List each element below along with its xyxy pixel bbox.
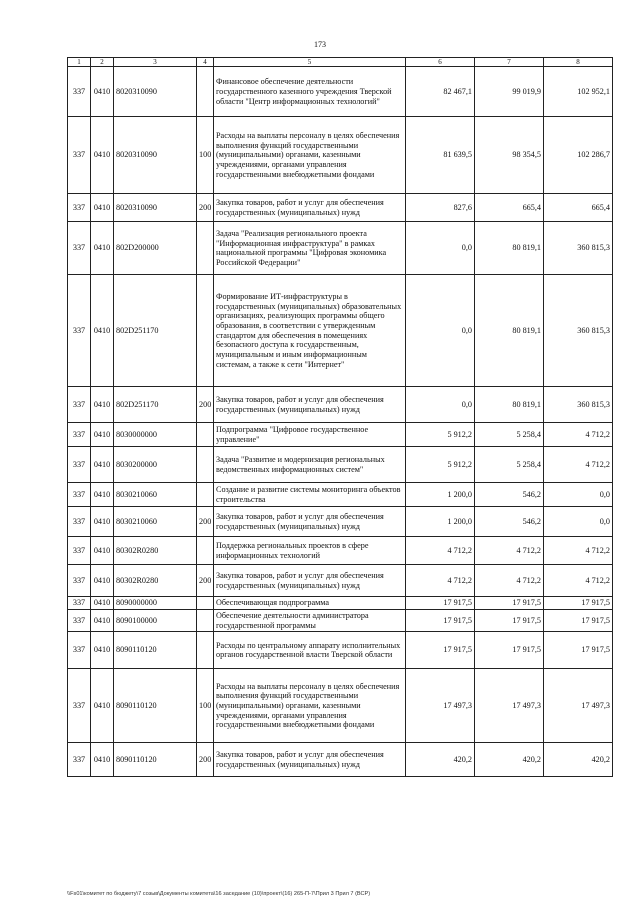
- code-admin-cell: 337: [68, 423, 91, 447]
- amount-year1-cell: 1 200,0: [406, 507, 475, 537]
- description-cell: Закупка товаров, работ и услуг для обеспечения государственных (муниципальных) нужд: [214, 743, 406, 777]
- expense-type-cell: [197, 597, 214, 610]
- description-cell: Обеспечивающая подпрограмма: [214, 597, 406, 610]
- expense-type-cell: [197, 609, 214, 631]
- section-cell: 0410: [91, 537, 114, 565]
- description-cell: Обеспечение деятельности администратора государственной программы: [214, 609, 406, 631]
- file-path-footer: \\Fs01\комитет по бюджету\7 созыв\Документы комитета\16 заседание (10)\проект\(16) 265-П-7\Прил 3 Прил 7 (ВСР): [67, 891, 371, 897]
- expense-type-cell: [197, 483, 214, 507]
- section-cell: 0410: [91, 507, 114, 537]
- section-cell: 0410: [91, 275, 114, 387]
- amount-year3-cell: 360 815,3: [544, 275, 613, 387]
- amount-year3-cell: 17 917,5: [544, 609, 613, 631]
- expense-type-cell: [197, 222, 214, 275]
- expense-type-cell: [197, 632, 214, 669]
- amount-year2-cell: 546,2: [475, 507, 544, 537]
- description-cell: Поддержка региональных проектов в сфере информационных технологий: [214, 537, 406, 565]
- target-article-cell: 8030210060: [114, 507, 197, 537]
- table-row: [68, 597, 613, 610]
- expense-type-cell: 200: [197, 743, 214, 777]
- amount-year2-cell: 80 819,1: [475, 275, 544, 387]
- description-cell: Расходы на выплаты персоналу в целях обеспечения выполнения функций государственными (муниципальными) органами, казенными учреждениями, органами управления государственными внебюджетными фондами: [214, 669, 406, 743]
- header-cell: 4: [197, 58, 214, 67]
- amount-year3-cell: 360 815,3: [544, 387, 613, 423]
- target-article-cell: 8020310090: [114, 117, 197, 194]
- table-row: [68, 222, 613, 275]
- code-admin-cell: 337: [68, 483, 91, 507]
- expense-type-cell: [197, 537, 214, 565]
- expense-type-cell: 200: [197, 387, 214, 423]
- amount-year3-cell: 4 712,2: [544, 447, 613, 483]
- section-cell: 0410: [91, 222, 114, 275]
- amount-year2-cell: 99 019,9: [475, 67, 544, 117]
- amount-year1-cell: 81 639,5: [406, 117, 475, 194]
- expense-type-cell: 100: [197, 117, 214, 194]
- amount-year2-cell: 17 917,5: [475, 632, 544, 669]
- code-admin-cell: 337: [68, 275, 91, 387]
- header-cell: 7: [475, 58, 544, 67]
- description-cell: Закупка товаров, работ и услуг для обеспечения государственных (муниципальных) нужд: [214, 507, 406, 537]
- section-cell: 0410: [91, 447, 114, 483]
- description-cell: Закупка товаров, работ и услуг для обеспечения государственных (муниципальных) нужд: [214, 194, 406, 222]
- description-cell: Задача "Развитие и модернизация региональных ведомственных информационных систем": [214, 447, 406, 483]
- section-cell: 0410: [91, 669, 114, 743]
- table-row: [68, 194, 613, 222]
- amount-year3-cell: 17 497,3: [544, 669, 613, 743]
- amount-year2-cell: 5 258,4: [475, 423, 544, 447]
- header-cell: 5: [214, 58, 406, 67]
- amount-year3-cell: 665,4: [544, 194, 613, 222]
- amount-year1-cell: 4 712,2: [406, 565, 475, 597]
- header-cell: 6: [406, 58, 475, 67]
- section-cell: 0410: [91, 117, 114, 194]
- target-article-cell: 8090100000: [114, 609, 197, 631]
- target-article-cell: 8030000000: [114, 423, 197, 447]
- amount-year1-cell: 17 917,5: [406, 597, 475, 610]
- table-row: [68, 743, 613, 777]
- code-admin-cell: 337: [68, 565, 91, 597]
- table-row: [68, 669, 613, 743]
- page-number: 173: [314, 40, 326, 49]
- target-article-cell: 8030210060: [114, 483, 197, 507]
- code-admin-cell: 337: [68, 67, 91, 117]
- header-cell: 8: [544, 58, 613, 67]
- amount-year1-cell: 82 467,1: [406, 67, 475, 117]
- code-admin-cell: 337: [68, 194, 91, 222]
- amount-year3-cell: 17 917,5: [544, 632, 613, 669]
- amount-year1-cell: 0,0: [406, 275, 475, 387]
- description-cell: Расходы по центральному аппарату исполнительных органов государственной власти Тверской области: [214, 632, 406, 669]
- amount-year1-cell: 1 200,0: [406, 483, 475, 507]
- amount-year2-cell: 17 497,3: [475, 669, 544, 743]
- target-article-cell: 8030200000: [114, 447, 197, 483]
- header-row: [68, 58, 613, 67]
- section-cell: 0410: [91, 632, 114, 669]
- target-article-cell: 8090110120: [114, 669, 197, 743]
- code-admin-cell: 337: [68, 597, 91, 610]
- table-row: [68, 507, 613, 537]
- amount-year1-cell: 827,6: [406, 194, 475, 222]
- table-row: [68, 483, 613, 507]
- amount-year2-cell: 4 712,2: [475, 565, 544, 597]
- table-row: [68, 609, 613, 631]
- section-cell: 0410: [91, 483, 114, 507]
- expense-type-cell: [197, 67, 214, 117]
- amount-year1-cell: 17 917,5: [406, 632, 475, 669]
- target-article-cell: 80302R0280: [114, 565, 197, 597]
- code-admin-cell: 337: [68, 447, 91, 483]
- amount-year3-cell: 4 712,2: [544, 537, 613, 565]
- expense-type-cell: 200: [197, 507, 214, 537]
- code-admin-cell: 337: [68, 609, 91, 631]
- table-row: [68, 565, 613, 597]
- table-row: [68, 537, 613, 565]
- description-cell: Создание и развитие системы мониторинга объектов строительства: [214, 483, 406, 507]
- amount-year2-cell: 80 819,1: [475, 387, 544, 423]
- amount-year1-cell: 5 912,2: [406, 423, 475, 447]
- expense-type-cell: [197, 275, 214, 387]
- amount-year1-cell: 5 912,2: [406, 447, 475, 483]
- amount-year3-cell: 360 815,3: [544, 222, 613, 275]
- code-admin-cell: 337: [68, 387, 91, 423]
- amount-year2-cell: 420,2: [475, 743, 544, 777]
- description-cell: Подпрограмма "Цифровое государственное управление": [214, 423, 406, 447]
- description-cell: Формирование ИТ-инфраструктуры в государственных (муниципальных) образовательных организациях, реализующих программы общего образования, в соответствии с утвержденным стандартом для обеспечения в помещениях безопасного доступа к государственным, муниципальным и иным информационным системам, а также к сети "Интернет": [214, 275, 406, 387]
- header-cell: 2: [91, 58, 114, 67]
- section-cell: 0410: [91, 597, 114, 610]
- amount-year2-cell: 5 258,4: [475, 447, 544, 483]
- amount-year3-cell: 17 917,5: [544, 597, 613, 610]
- amount-year3-cell: 102 952,1: [544, 67, 613, 117]
- section-cell: 0410: [91, 194, 114, 222]
- section-cell: 0410: [91, 609, 114, 631]
- description-cell: Задача "Реализация регионального проекта "Информационная инфраструктура" в рамках национальной программы "Цифровая экономика Российской Федерации": [214, 222, 406, 275]
- target-article-cell: 8020310090: [114, 67, 197, 117]
- budget-table: [67, 57, 613, 777]
- amount-year1-cell: 17 917,5: [406, 609, 475, 631]
- code-admin-cell: 337: [68, 632, 91, 669]
- amount-year2-cell: 17 917,5: [475, 609, 544, 631]
- section-cell: 0410: [91, 565, 114, 597]
- amount-year1-cell: 4 712,2: [406, 537, 475, 565]
- amount-year3-cell: 420,2: [544, 743, 613, 777]
- target-article-cell: 80302R0280: [114, 537, 197, 565]
- table-row: [68, 67, 613, 117]
- target-article-cell: 802D200000: [114, 222, 197, 275]
- target-article-cell: 8090000000: [114, 597, 197, 610]
- amount-year2-cell: 17 917,5: [475, 597, 544, 610]
- amount-year1-cell: 17 497,3: [406, 669, 475, 743]
- target-article-cell: 8090110120: [114, 743, 197, 777]
- amount-year2-cell: 80 819,1: [475, 222, 544, 275]
- amount-year2-cell: 665,4: [475, 194, 544, 222]
- expense-type-cell: 200: [197, 565, 214, 597]
- target-article-cell: 802D251170: [114, 387, 197, 423]
- expense-type-cell: 200: [197, 194, 214, 222]
- section-cell: 0410: [91, 387, 114, 423]
- expense-type-cell: [197, 447, 214, 483]
- section-cell: 0410: [91, 423, 114, 447]
- header-cell: 1: [68, 58, 91, 67]
- amount-year1-cell: 420,2: [406, 743, 475, 777]
- table-row: [68, 423, 613, 447]
- description-cell: Расходы на выплаты персоналу в целях обеспечения выполнения функций государственными (муниципальными) органами, казенными учреждениями, органами управления государственными внебюджетными фондами: [214, 117, 406, 194]
- description-cell: Закупка товаров, работ и услуг для обеспечения государственных (муниципальных) нужд: [214, 565, 406, 597]
- code-admin-cell: 337: [68, 222, 91, 275]
- target-article-cell: 8090110120: [114, 632, 197, 669]
- code-admin-cell: 337: [68, 669, 91, 743]
- table-row: [68, 387, 613, 423]
- amount-year1-cell: 0,0: [406, 387, 475, 423]
- table-row: [68, 632, 613, 669]
- amount-year2-cell: 546,2: [475, 483, 544, 507]
- section-cell: 0410: [91, 67, 114, 117]
- table-row: [68, 275, 613, 387]
- table-row: [68, 117, 613, 194]
- expense-type-cell: [197, 423, 214, 447]
- code-admin-cell: 337: [68, 507, 91, 537]
- amount-year2-cell: 98 354,5: [475, 117, 544, 194]
- amount-year3-cell: 4 712,2: [544, 423, 613, 447]
- description-cell: Финансовое обеспечение деятельности государственного казенного учреждения Тверской области "Центр информационных технологий": [214, 67, 406, 117]
- amount-year2-cell: 4 712,2: [475, 537, 544, 565]
- section-cell: 0410: [91, 743, 114, 777]
- amount-year3-cell: 4 712,2: [544, 565, 613, 597]
- amount-year3-cell: 0,0: [544, 507, 613, 537]
- code-admin-cell: 337: [68, 537, 91, 565]
- amount-year3-cell: 0,0: [544, 483, 613, 507]
- description-cell: Закупка товаров, работ и услуг для обеспечения государственных (муниципальных) нужд: [214, 387, 406, 423]
- header-cell: 3: [114, 58, 197, 67]
- target-article-cell: 8020310090: [114, 194, 197, 222]
- code-admin-cell: 337: [68, 743, 91, 777]
- amount-year3-cell: 102 286,7: [544, 117, 613, 194]
- code-admin-cell: 337: [68, 117, 91, 194]
- target-article-cell: 802D251170: [114, 275, 197, 387]
- expense-type-cell: 100: [197, 669, 214, 743]
- amount-year1-cell: 0,0: [406, 222, 475, 275]
- table-row: [68, 447, 613, 483]
